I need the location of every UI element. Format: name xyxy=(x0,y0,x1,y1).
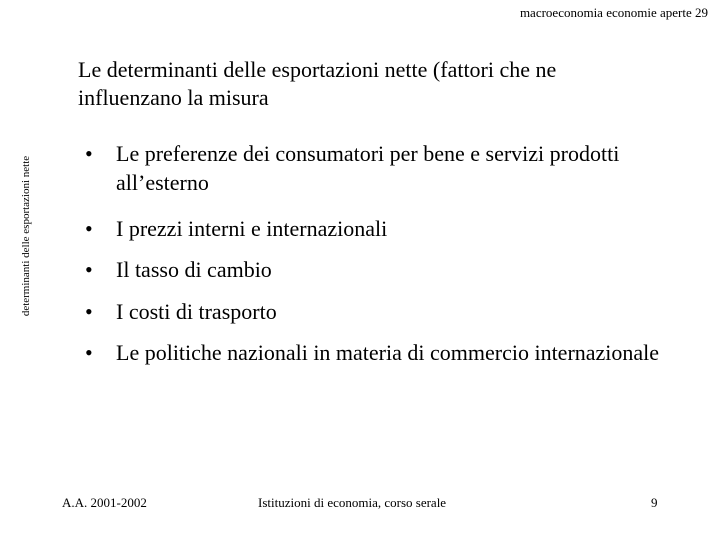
bullet-marker: • xyxy=(85,340,93,365)
bullet-item xyxy=(78,139,678,197)
bullet-text: Il tasso di cambio xyxy=(116,257,272,282)
bullet-item xyxy=(78,338,678,367)
vertical-side-label: determinanti delle esportazioni nette xyxy=(20,155,32,317)
bullet-marker: • xyxy=(85,141,93,166)
bullet-marker: • xyxy=(85,299,93,324)
bullet-text: I prezzi interni e internazionali xyxy=(116,216,388,241)
footer-academic-year: A.A. 2001-2002 xyxy=(62,495,147,510)
bullet-marker: • xyxy=(85,216,93,241)
footer-course-name: Istituzioni di economia, corso serale xyxy=(258,495,447,510)
footer-page-number: 9 xyxy=(651,495,658,510)
slide-header: macroeconomia economie aperte 29 xyxy=(519,5,708,20)
bullet-item xyxy=(78,255,678,284)
bullet-text: Le preferenze dei consumatori per bene e servizi prodotti all’esterno xyxy=(116,141,620,195)
bullet-text: Le politiche nazionali in materia di commercio internazionale xyxy=(116,340,660,365)
bullet-item xyxy=(78,214,678,243)
slide-title: Le determinanti delle esportazioni nette (fattori che ne influenzano la misura xyxy=(78,57,557,110)
bullet-item xyxy=(78,297,678,326)
bullet-marker: • xyxy=(85,257,93,282)
bullet-list xyxy=(78,139,678,367)
bullet-text: I costi di trasporto xyxy=(116,299,277,324)
